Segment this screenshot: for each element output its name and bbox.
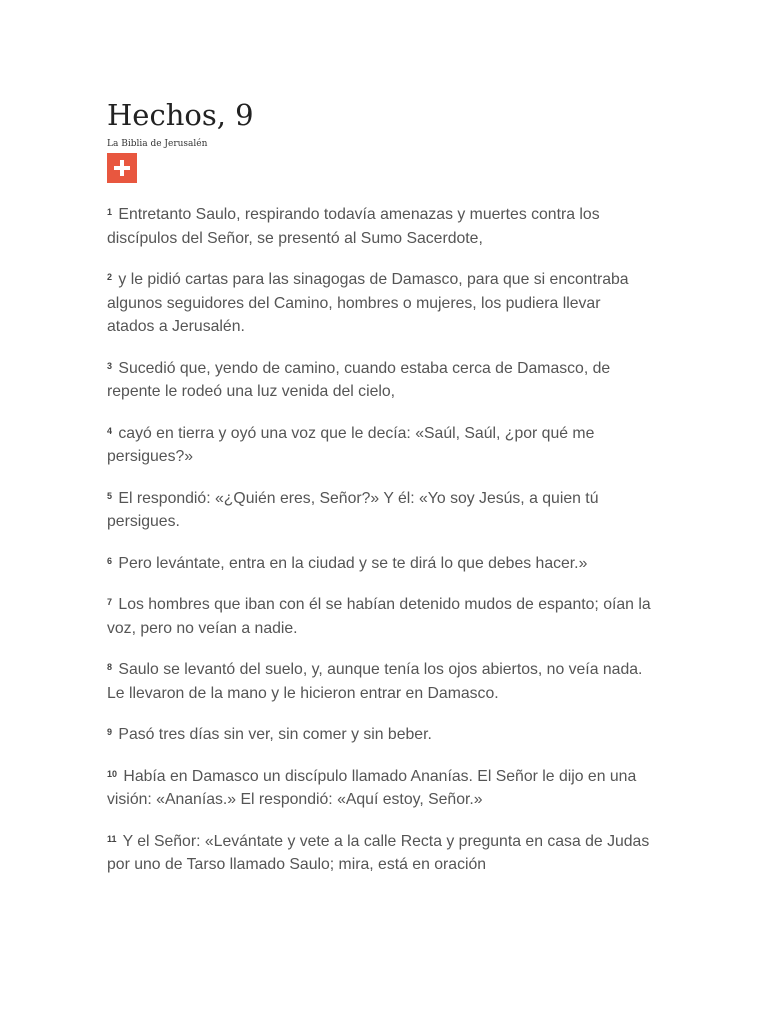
verse	[107, 357, 652, 404]
verse-number: 9	[107, 727, 113, 737]
verse-number: 1	[107, 207, 113, 217]
verse-number: 3	[107, 360, 113, 371]
verse	[107, 552, 652, 576]
verse-text: Pasó tres días sin ver, sin comer y sin beber.	[118, 726, 432, 743]
verse	[107, 203, 652, 250]
verse-number: 6	[107, 555, 113, 566]
verse-text: Los hombres que iban con él se habían detenido mudos de espanto; oían la voz, pero no veían a nadie.	[107, 596, 651, 637]
verse	[107, 268, 652, 339]
verse	[107, 765, 652, 812]
page-subtitle: La Biblia de Jerusalén	[107, 139, 208, 149]
page-title: Hechos, 9	[107, 98, 254, 132]
verse-number: 4	[107, 425, 113, 436]
verse	[107, 422, 652, 469]
document-page	[107, 96, 652, 895]
verse	[107, 658, 652, 705]
verse-text: Había en Damasco un discípulo llamado Ananías. El Señor le dijo en una visión: «Ananías.» El respondió: «Aquí estoy, Señor.»	[107, 767, 637, 808]
verse	[107, 487, 652, 534]
verse-list	[107, 203, 652, 877]
verse	[107, 593, 652, 640]
verse-text: Entretanto Saulo, respirando todavía amenazas y muertes contra los discípulos del Señor, se presentó al Sumo Sacerdote,	[107, 206, 600, 247]
verse-text: cayó en tierra y oyó una voz que le decía: «Saúl, Saúl, ¿por qué me persigues?»	[107, 424, 595, 465]
add-button[interactable]	[107, 153, 137, 183]
verse-number: 8	[107, 662, 113, 672]
verse-number: 5	[107, 490, 113, 501]
verse-number: 2	[107, 272, 113, 282]
verse-text: Sucedió que, yendo de camino, cuando estaba cerca de Damasco, de repente le rodeó una luz venida del cielo,	[107, 359, 611, 400]
verse	[107, 830, 652, 877]
verse-text: El respondió: «¿Quién eres, Señor?» Y él: «Yo soy Jesús, a quien tú persigues.	[107, 489, 599, 530]
verse-number: 11	[107, 833, 117, 844]
verse	[107, 723, 652, 747]
verse-number: 10	[107, 768, 118, 779]
verse-text: y le pidió cartas para las sinagogas de Damasco, para que si encontraba algunos seguidores del Camino, hombres o mujeres, los pudiera llevar atados a Jerusalén.	[107, 271, 629, 335]
verse-text: Saulo se levantó del suelo, y, aunque tenía los ojos abiertos, no veía nada. Le llevaron de la mano y le hicieron entrar en Damasco.	[107, 661, 643, 702]
verse-text: Y el Señor: «Levántate y vete a la calle Recta y pregunta en casa de Judas por uno de Tarso llamado Saulo; mira, está en oración	[107, 832, 650, 873]
verse-text: Pero levántate, entra en la ciudad y se te dirá lo que debes hacer.»	[118, 554, 588, 572]
verse-number: 7	[107, 597, 113, 607]
